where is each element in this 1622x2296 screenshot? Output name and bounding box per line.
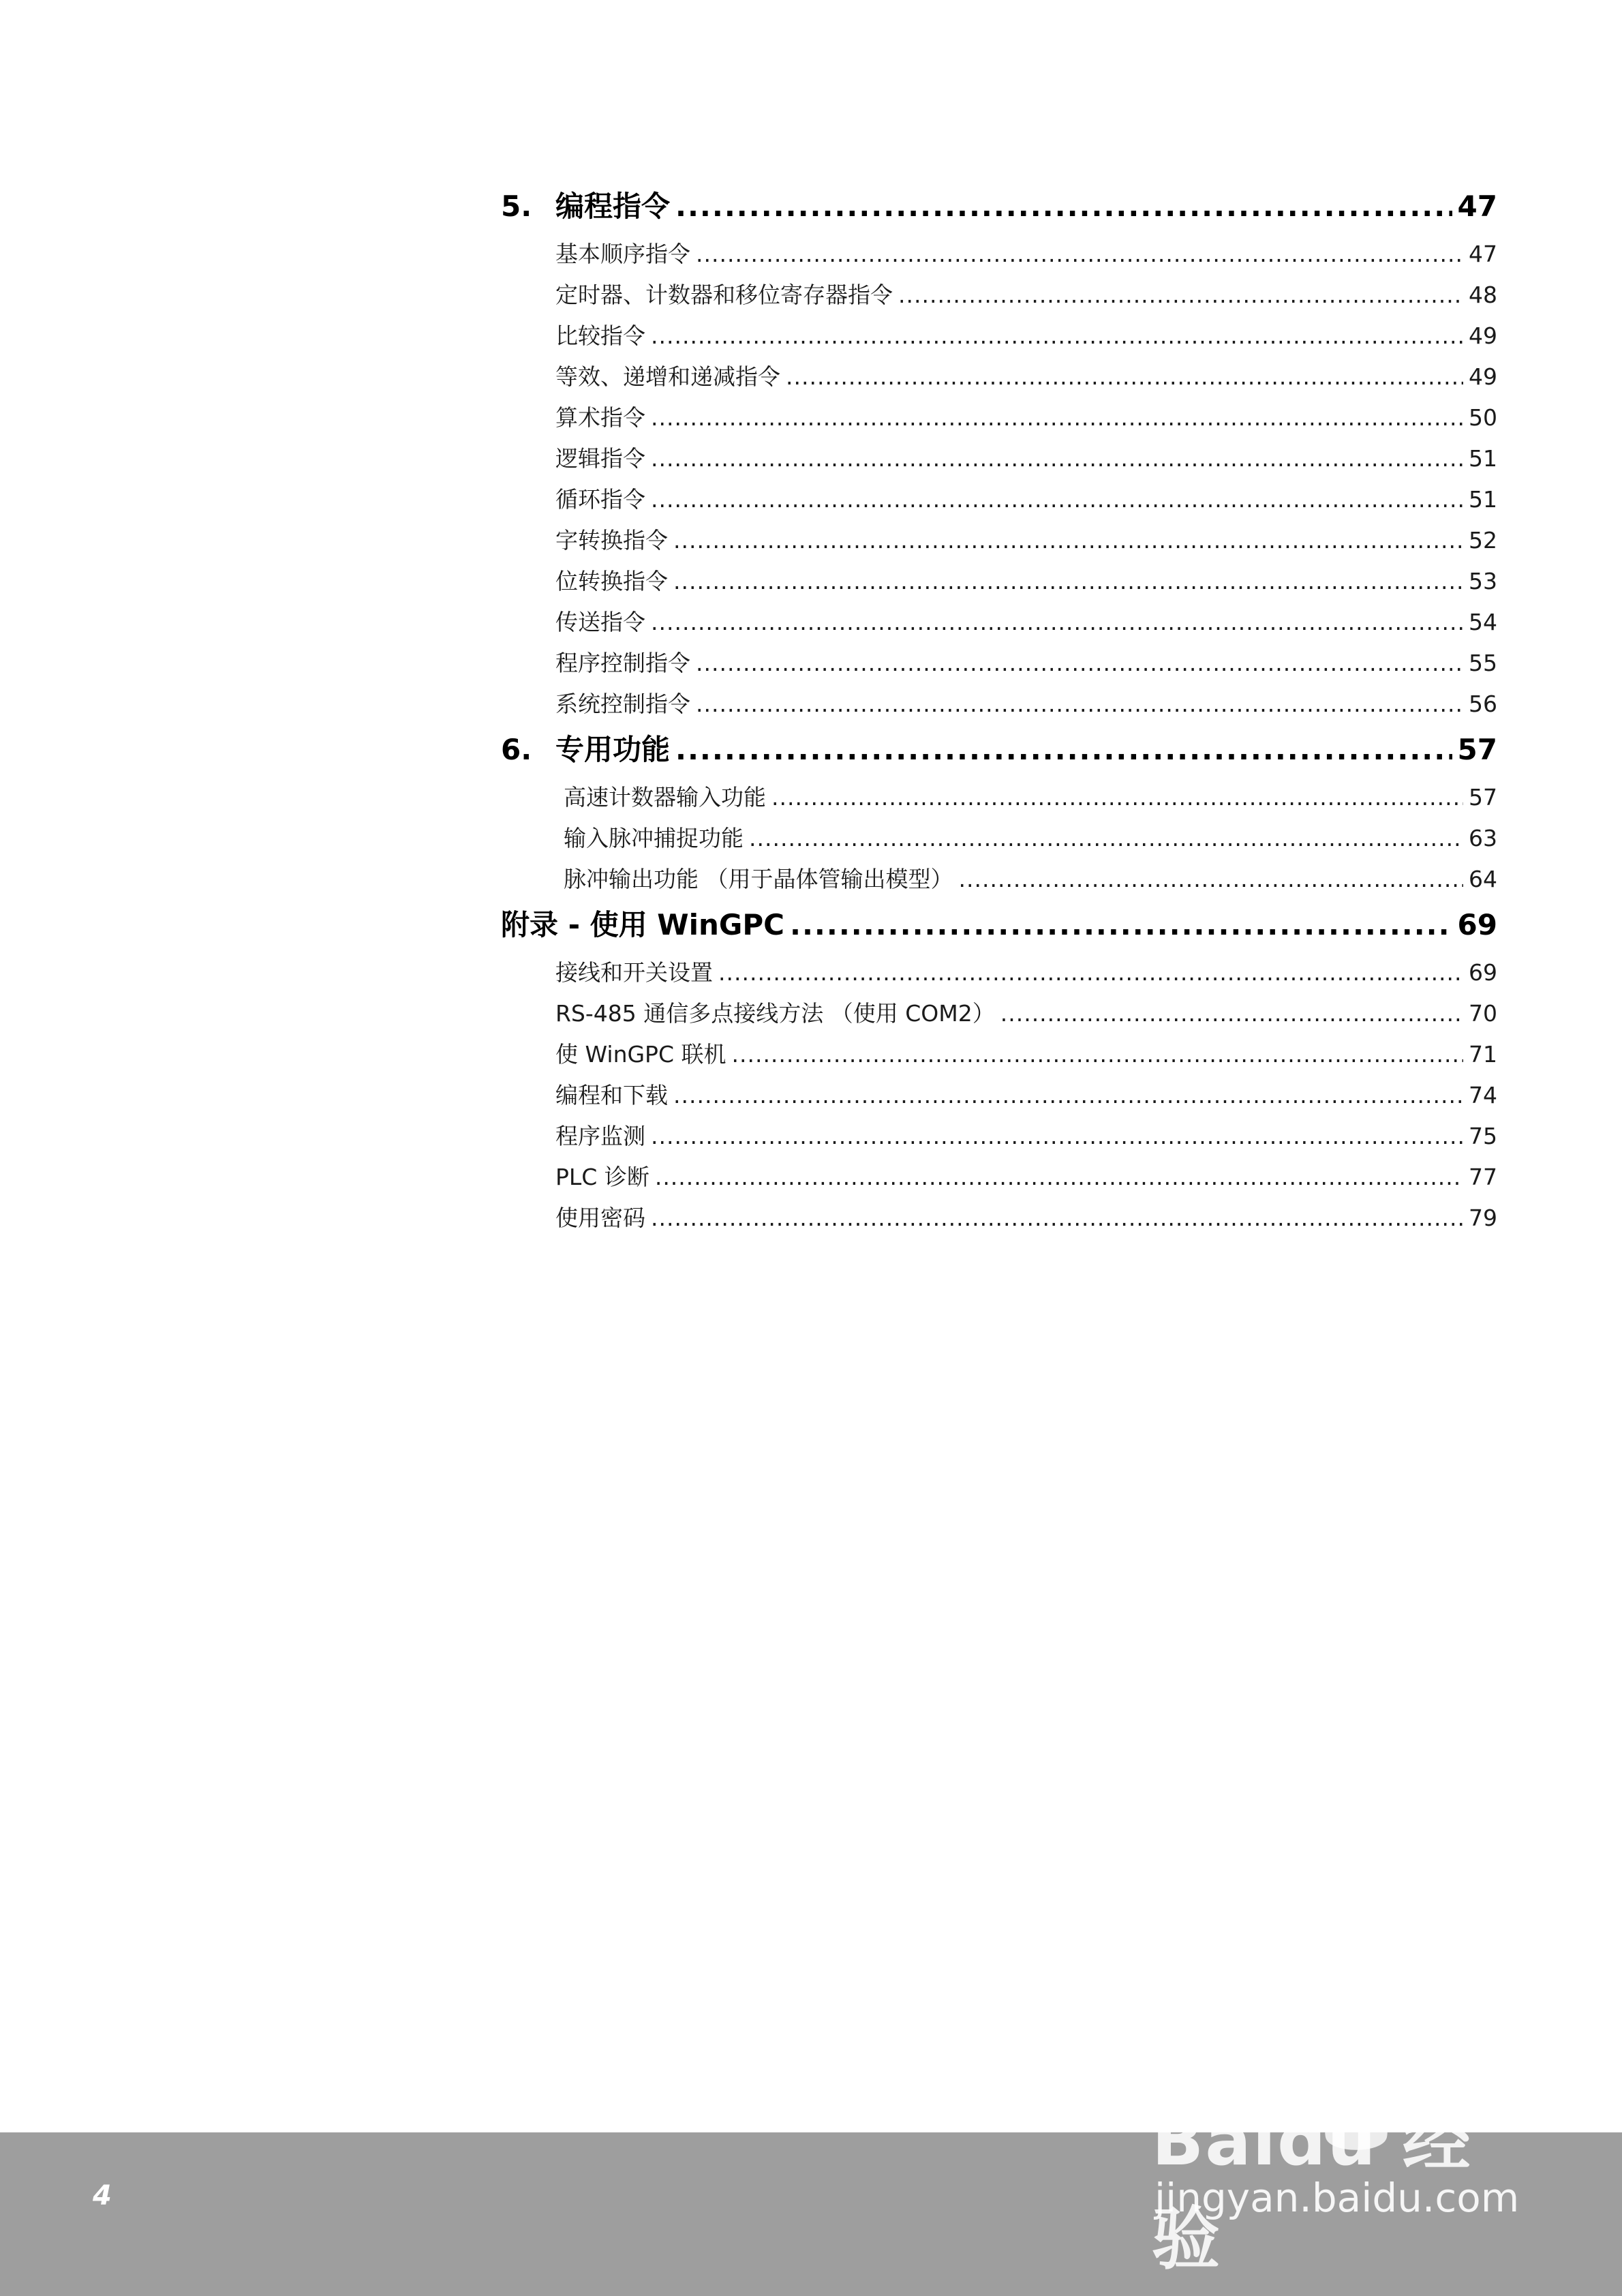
entry-page: 55 xyxy=(1469,650,1497,676)
dot-leader xyxy=(1000,1000,1463,1027)
toc-entry[interactable] xyxy=(501,996,1497,1037)
dot-leader xyxy=(790,908,1452,941)
entry-page: 49 xyxy=(1469,322,1497,349)
entry-page: 64 xyxy=(1469,866,1497,892)
chapter-number: 5. xyxy=(501,190,532,223)
entry-title: 循环指令 xyxy=(555,486,645,513)
entry-title: 比较指令 xyxy=(555,322,645,349)
entry-title: 使 WinGPC 联机 xyxy=(555,1041,726,1068)
toc-entry[interactable] xyxy=(501,237,1497,277)
entry-page: 74 xyxy=(1469,1082,1497,1108)
entry-title: PLC 诊断 xyxy=(555,1164,649,1190)
dot-leader xyxy=(696,650,1463,676)
entry-title: 接线和开关设置 xyxy=(555,959,713,986)
toc-entry[interactable] xyxy=(501,400,1497,441)
toc-entry[interactable] xyxy=(501,780,1497,821)
dot-leader xyxy=(651,445,1463,472)
dot-leader xyxy=(675,190,1452,223)
toc-entry[interactable] xyxy=(501,821,1497,862)
dot-leader xyxy=(651,486,1463,513)
dot-leader xyxy=(731,1041,1463,1068)
table-of-contents xyxy=(501,184,1497,1241)
entry-page: 63 xyxy=(1469,825,1497,851)
toc-entry[interactable] xyxy=(501,359,1497,400)
entry-page: 54 xyxy=(1469,609,1497,635)
watermark-logo-text: Baidu 经验 xyxy=(1152,2101,1472,2279)
toc-entry[interactable] xyxy=(501,1119,1497,1160)
toc-entry[interactable] xyxy=(501,605,1497,646)
toc-chapter-6[interactable] xyxy=(501,727,1497,780)
toc-entry[interactable] xyxy=(501,1037,1497,1078)
entry-page: 71 xyxy=(1469,1041,1497,1068)
entry-page: 52 xyxy=(1469,527,1497,554)
dot-leader xyxy=(786,363,1463,390)
entry-page: 50 xyxy=(1469,404,1497,431)
baidu-watermark xyxy=(1152,2045,1533,2279)
entry-page: 47 xyxy=(1469,241,1497,267)
toc-entry[interactable] xyxy=(501,686,1497,727)
entry-title: 脉冲输出功能 （用于晶体管输出模型） xyxy=(564,866,953,892)
entry-title: 位转换指令 xyxy=(555,568,668,594)
entry-page: 75 xyxy=(1469,1123,1497,1149)
dot-leader xyxy=(651,609,1463,635)
entry-page: 57 xyxy=(1469,784,1497,811)
toc-entry[interactable] xyxy=(501,318,1497,359)
entry-title: 算术指令 xyxy=(555,404,645,431)
toc-entry[interactable] xyxy=(501,1078,1497,1119)
entry-page: 77 xyxy=(1469,1164,1497,1190)
toc-entry[interactable] xyxy=(501,1200,1497,1241)
dot-leader xyxy=(771,784,1463,811)
dot-leader xyxy=(898,282,1463,308)
page-number: 4 xyxy=(93,2180,112,2211)
dot-leader xyxy=(675,733,1452,766)
entry-title: 输入脉冲捕捉功能 xyxy=(564,825,744,851)
entry-page: 49 xyxy=(1469,363,1497,390)
entry-title: 高速计数器输入功能 xyxy=(564,784,766,811)
dot-leader xyxy=(673,568,1463,594)
watermark-url: jingyan.baidu.com xyxy=(1154,2175,1520,2221)
entry-page: 56 xyxy=(1469,691,1497,717)
dot-leader xyxy=(673,1082,1463,1108)
entry-title: 基本顺序指令 xyxy=(555,241,690,267)
toc-entry[interactable] xyxy=(501,955,1497,996)
toc-chapter-5[interactable] xyxy=(501,184,1497,237)
dot-leader xyxy=(655,1164,1463,1190)
entry-title: 编程和下载 xyxy=(555,1082,668,1108)
dot-leader xyxy=(749,825,1463,851)
entry-page: 51 xyxy=(1469,486,1497,513)
toc-entry[interactable] xyxy=(501,482,1497,523)
toc-appendix[interactable] xyxy=(501,903,1497,955)
toc-entry[interactable] xyxy=(501,1160,1497,1200)
chapter-page: 47 xyxy=(1457,190,1497,223)
dot-leader xyxy=(673,527,1463,554)
entry-page: 69 xyxy=(1469,959,1497,986)
toc-entry[interactable] xyxy=(501,277,1497,318)
dot-leader xyxy=(959,866,1464,892)
entry-page: 79 xyxy=(1469,1205,1497,1231)
entry-page: 51 xyxy=(1469,445,1497,472)
entry-title: 等效、递增和递减指令 xyxy=(555,363,780,390)
toc-entry[interactable] xyxy=(501,646,1497,686)
dot-leader xyxy=(696,691,1463,717)
dot-leader xyxy=(696,241,1463,267)
dot-leader xyxy=(651,404,1463,431)
entry-title: RS-485 通信多点接线方法 （使用 COM2） xyxy=(555,1000,995,1027)
entry-title: 系统控制指令 xyxy=(555,691,690,717)
entry-title: 程序控制指令 xyxy=(555,650,690,676)
toc-entry[interactable] xyxy=(501,523,1497,564)
chapter-number: 6. xyxy=(501,733,532,766)
appendix-page: 69 xyxy=(1457,908,1497,941)
entry-title: 定时器、计数器和移位寄存器指令 xyxy=(555,282,893,308)
dot-leader xyxy=(651,1123,1463,1149)
entry-title: 使用密码 xyxy=(555,1205,645,1231)
appendix-title: 附录 - 使用 WinGPC xyxy=(501,908,785,941)
toc-entry[interactable] xyxy=(501,564,1497,605)
entry-page: 70 xyxy=(1469,1000,1497,1027)
chapter-page: 57 xyxy=(1457,733,1497,766)
entry-title: 程序监测 xyxy=(555,1123,645,1149)
entry-page: 48 xyxy=(1469,282,1497,308)
chapter-title: 编程指令 xyxy=(555,190,671,223)
dot-leader xyxy=(651,1205,1463,1231)
dot-leader xyxy=(651,322,1463,349)
chapter-title: 专用功能 xyxy=(555,733,671,766)
entry-page: 53 xyxy=(1469,568,1497,594)
entry-title: 逻辑指令 xyxy=(555,445,645,472)
entry-title: 传送指令 xyxy=(555,609,645,635)
toc-entry[interactable] xyxy=(501,441,1497,482)
entry-title: 字转换指令 xyxy=(555,527,668,554)
dot-leader xyxy=(718,959,1463,986)
toc-entry[interactable] xyxy=(501,862,1497,903)
